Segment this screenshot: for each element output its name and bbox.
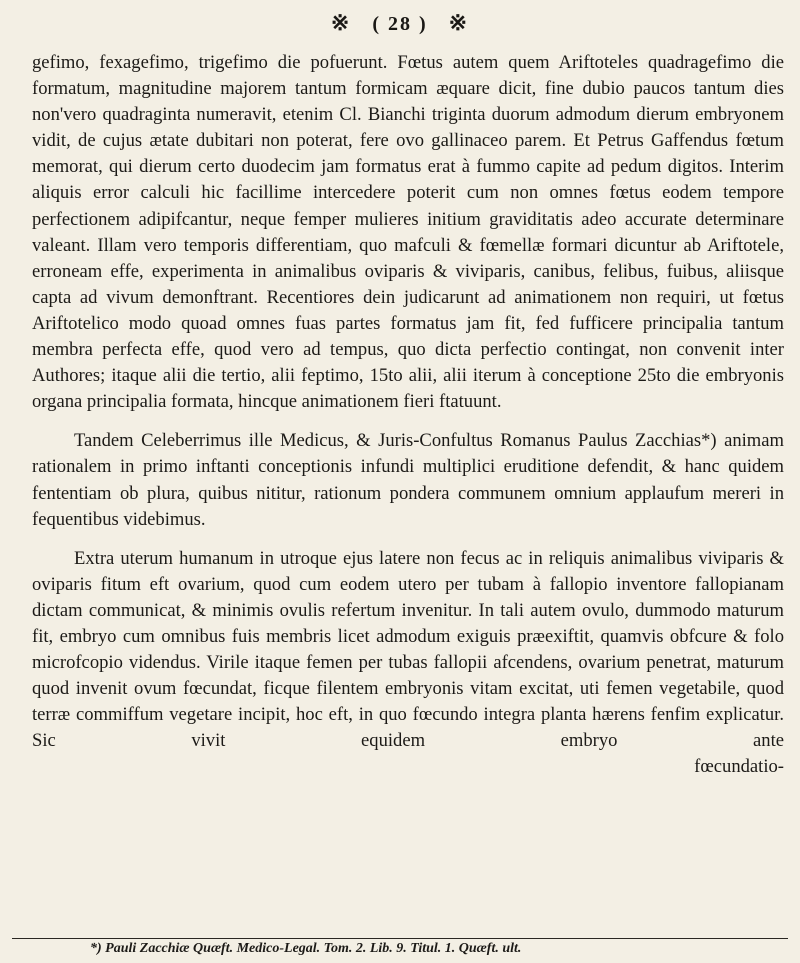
footnote-rule: [12, 938, 788, 939]
footnote: *) Pauli Zacchiæ Quæft. Medico-Legal. Tom. 2. Lib. 9. Titul. 1. Quæft. ult.: [90, 941, 522, 956]
page-header: [0, 10, 800, 36]
paragraph-1: gefimo, fexagefimo, trigefimo die pofuerunt. Fœtus autem quem Ariftoteles quadragefimo die formatum, magnitudine majorem tantum formicam æquare dicit, fine dubio paucos tantum dies non'vero quadraginta numeravit, etenim Cl. Bianchi triginta duorum admodum dierum embryonem vidit, de cujus ætate dubitari non poterat, fere ovo gallinaceo parem. Et Petrus Gaffendus fœtum memorat, qui dierum certo duodecim jam formatus erat à fummo capite ad pedum digitos. Interim aliquis error calculi hic facillime intercedere poterit cum non omnes fœtus eodem tempore perfectionem adipifcantur, neque femper mulieres initium graviditatis adeo accurate determinare valeant. Illam vero temporis differentiam, quo mafculi & fœmellæ formari dicuntur ab Ariftotele, erroneam effe, experimenta in animalibus oviparis & viviparis, canibus, felibus, fuibus, aliisque capta ad vivum demonftrant. Recentiores dein judicarunt ad animationem non requiri, ut fœtus Ariftotelico modo quoad omnes fuas partes formatus jam fit, fed fufficere principalia tantum membra perfecta effe, quod vero ad tempus, quo dicta perfectio contingat, non convenit inter Authores; itaque alii die tertio, alii feptimo, 15to alii, alii iterum à conceptione 25to die embryonis organa principalia formata, hincque animationem fieri ftatuunt.: [32, 52, 784, 413]
ornament-right-icon: ※: [448, 10, 470, 35]
paragraph-2: Tandem Celeberrimus ille Medicus, & Juris-Confultus Romanus Paulus Zacchias*) animam rationalem in primo inftanti conceptionis infundi multiplici eruditione defendit, & hanc quidem fententiam ob plura, quibus nititur, rationum pondera communem omnium applaufum mereri in fequentibus videbimus.: [32, 430, 784, 530]
page-number: ( 28 ): [372, 13, 428, 35]
body-text: [32, 50, 784, 781]
paragraph-3: Extra uterum humanum in utroque ejus latere non fecus ac in reliquis animalibus viviparis & oviparis fitum eft ovarium, quod cum eodem utero per tubam à fallopio inventore fallopianam dictam communicat, & minimis ovulis refertum invenitur. In tali autem ovulo, dummodo maturum fit, embryo cum omnibus fuis membris licet admodum exiguis præexiftit, quamvis obfcure & folo microfcopio videndus. Virile itaque femen per tubas fallopii afcendens, ovarium penetrat, maturum quod invenit ovum fœcundat, ficque filentem embryonis vitam excitat, uti femen vegetabile, quod terræ commiffum vegetare incipit, hoc eft, in quo fœcundo integra planta hærens fenfim explicatur. Sic vivit equidem embryo ante: [32, 547, 784, 752]
ornament-left-icon: ※: [330, 10, 352, 35]
catchword: fœcundatio-: [694, 756, 784, 778]
